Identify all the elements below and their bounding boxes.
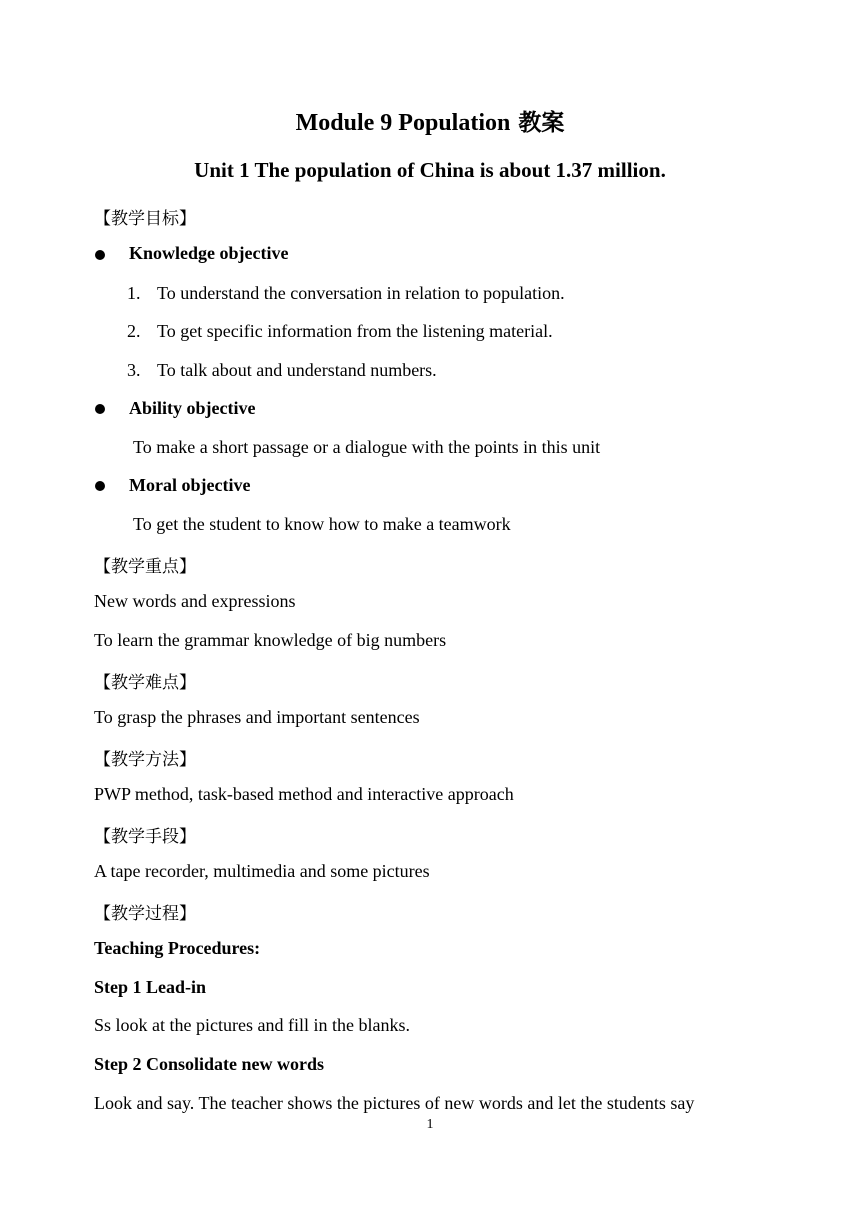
means-heading: 【教学手段】 [94, 827, 196, 847]
list-number: 3. [127, 360, 141, 380]
means-text: A tape recorder, multimedia and some pictures [94, 861, 430, 881]
methods-text: PWP method, task-based method and interactive approach [94, 784, 514, 804]
step2-text: Look and say. The teacher shows the pictures of new words and let the students say [94, 1093, 695, 1113]
difficulties-text: To grasp the phrases and important sentences [94, 707, 420, 727]
title-cn: 教案 [518, 110, 565, 136]
title-text: Module 9 Population [295, 110, 511, 136]
list-number: 2. [127, 321, 141, 341]
step2-heading: Step 2 Consolidate new words [94, 1054, 325, 1074]
ability-heading: Ability objective [129, 398, 256, 418]
difficulties-heading: 【教学难点】 [94, 673, 196, 693]
list-item: To get specific information from the listening material. [157, 321, 553, 341]
step1-heading: Step 1 Lead-in [94, 977, 207, 997]
step1-text: Ss look at the pictures and fill in the blanks. [94, 1015, 410, 1035]
key-point-item: New words and expressions [94, 591, 296, 611]
document-subtitle: Unit 1 The population of China is about 1.37 million. [194, 158, 666, 182]
list-item: To understand the conversation in relation to population. [157, 283, 565, 303]
moral-text: To get the student to know how to make a teamwork [133, 514, 511, 534]
moral-heading: Moral objective [129, 475, 251, 495]
methods-heading: 【教学方法】 [94, 750, 196, 770]
procedures-heading: Teaching Procedures: [94, 938, 261, 958]
key-points-heading: 【教学重点】 [94, 557, 196, 577]
objectives-heading: 【教学目标】 [94, 209, 196, 229]
bullet-icon [95, 404, 105, 414]
knowledge-heading: Knowledge objective [129, 243, 289, 263]
list-number: 1. [127, 283, 141, 303]
bullet-icon [95, 250, 105, 260]
process-heading: 【教学过程】 [94, 904, 196, 924]
list-item: To talk about and understand numbers. [157, 360, 437, 380]
page-number: 1 [426, 1117, 434, 1132]
document-title [0, 104, 860, 137]
bullet-icon [95, 481, 105, 491]
key-point-item: To learn the grammar knowledge of big numbers [94, 630, 447, 650]
ability-text: To make a short passage or a dialogue with the points in this unit [133, 437, 601, 457]
